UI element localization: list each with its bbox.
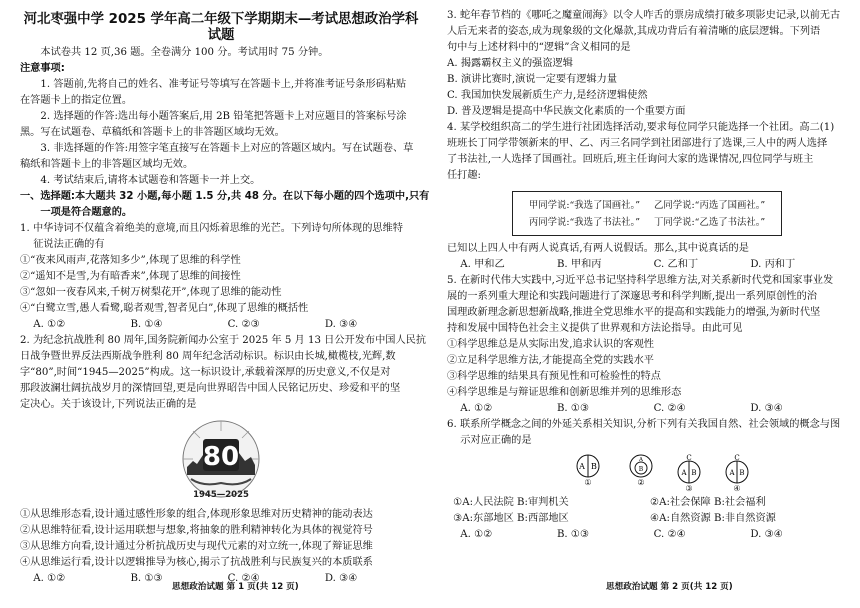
notice-1-line-1: 1. 答题前,先将自己的姓名、准考证号等填写在答题卡上,并将准考证号条形码粘贴 [40,79,407,90]
diagram-3-label-a: A [681,469,687,477]
diagram-2-label-b: B [638,466,644,473]
q3-stem-line-1: 3. 蛇年春节档的《哪吒之魔童闹海》以令人咋舌的票房成绩打破多项影史记录,以前无古 [447,10,841,21]
page-1 [20,8,430,587]
q4-quote-bing: 丙同学说:“我选了书法社。” [528,217,640,228]
emblem-number: 80 [202,442,240,472]
page-2-footer: 思想政治试题 第 2 页(共 12 页) [606,582,733,592]
q4-stem-line-4: 任打趣: [447,170,481,181]
q4-options [447,257,847,273]
diagram-3-number: ③ [685,484,693,493]
diagram-1 [568,454,608,493]
q2-stem-line-3: 字“80”,时间“1945—2025”构成。这一标识设计,承载着深厚的历史意义,不仅是对 [20,367,391,378]
diagram-4 [722,454,752,493]
question-2 [20,333,427,587]
q5-stem-line-2: 展的一系列重大理论和实践问题进行了深邃思考和科学判断,提出一系列原创性的治 [447,291,817,302]
q5-stem-line-1: 5. 在新时代伟大实践中,习近平总书记坚持科学思维方法,对关系新时代党和国家事业发 [447,275,834,286]
q1-item-1: ①“夜来风雨声,花落知多少”,体现了思维的科学性 [20,255,241,266]
q4-stem-line-3: 了书法社,一人选择了国画社。回班后,班主任询问大家的选课情况,四位同学与班主 [447,154,814,165]
q5-options [447,401,847,417]
diagram-4-label-c: C [734,454,740,462]
question-6 [447,417,847,543]
q2-stem-line-4: 那段波澜壮阔抗战岁月的深情回望,更是向世界昭告中国人民铭记历史、珍爱和平的坚 [20,383,401,394]
q3-option-d: D. 普及逻辑是提高中华民族文化素质的一个重要方面 [447,106,686,117]
section-heading-line-1: 一、选择题:本大题共 32 小题,每小题 1.5 分,共 48 分。在以下每小题的四个选项中,只有 [20,191,430,202]
q1-stem-line-2: 征说法正确的有 [33,239,105,250]
diagram-3-label-c: C [686,454,692,462]
diagram-3 [674,454,704,493]
q2-item-1: ①从思维形态看,设计通过感性形象的组合,体现形象思维对历史精神的能动表达 [20,509,373,520]
q3-option-c: C. 我国加快发展新质生产力,是经济逻辑使然 [447,90,648,101]
diagram-4-graphic [722,454,752,484]
notice-3-line-1: 3. 非选择题的作答:用签字笔直接写在答题卡上对应的答题区域内。写在试题卷、草 [40,143,414,154]
q2-option-c: C. ②④ [227,573,260,584]
q6-pair-1: ①A:人民法院 B:审判机关 [453,497,569,508]
diagram-4-number: ④ [733,484,741,493]
diagram-3-graphic [674,454,704,484]
q5-item-1: ①科学思维总是从实际出发,追求认识的客观性 [447,339,654,350]
diagram-1-label-a: A [579,462,585,471]
q2-option-a: A. ①② [33,573,66,584]
q5-item-2: ②立足科学思维方法,才能提高全党的实践水平 [447,355,654,366]
q3-option-b: B. 演讲比赛时,演说一定要有逻辑力量 [447,74,618,85]
notice-heading: 注意事项: [20,63,65,74]
exam-info: 本试卷共 12 页,36 题。全卷满分 100 分。考试用时 75 分钟。 [40,47,329,58]
notice-4: 4. 考试结束后,请将本试题卷和答题卡一并上交。 [40,175,261,186]
q2-option-d: D. ③④ [324,573,358,584]
q4-quote-box [512,191,782,236]
q4-quote-yi: 乙同学说:“丙选了国画社。” [654,200,766,211]
q2-item-2: ②从思维特征看,设计运用联想与想象,将抽象的胜利精神转化为具体的视觉符号 [20,525,373,536]
q1-option-b: B. ①④ [130,319,163,330]
q5-option-d: D. ③④ [750,403,783,414]
q1-item-2: ②“遥知不是雪,为有暗香来”,体现了思维的间接性 [20,271,241,282]
q5-item-3: ③科学思维的结果具有预见性和可检验性的特点 [447,371,661,382]
q4-stem-line-1: 4. 某学校组织高二的学生进行社团选择活动,要求每位同学只能选择一个社团。高二(1) [447,122,835,133]
q6-concept-pairs [447,495,847,527]
notice-3-line-2: 稿纸和答题卡上的非答题区域均无效。 [20,159,194,170]
commemoration-emblem [20,417,422,503]
q6-option-a: A. ①② [460,529,493,540]
q4-option-b: B. 甲和丙 [556,259,602,270]
q5-stem-line-3: 国理政新理念新思想新战略,推进全党思维水平的提高和实践能力的增强,为新时代坚 [447,307,821,318]
emblem-graphic [173,417,269,503]
q4-option-c: C. 乙和丁 [653,259,699,270]
diagram-1-number: ① [584,478,592,487]
q3-option-a: A. 揭露霸权主义的强盗逻辑 [447,58,573,69]
question-1 [20,221,422,333]
emblem-years: 1945—2025 [193,490,249,500]
q6-option-c: C. ②④ [653,529,686,540]
diagram-2-number: ② [637,478,645,487]
q4-option-a: A. 甲和乙 [460,259,505,270]
q6-stem-line-2: 示对应正确的是 [460,435,532,446]
q1-item-4: ④“白鹭立雪,愚人看鹭,聪者观雪,智者见白”,体现了思维的概括性 [20,303,309,314]
diagram-1-label-b: B [591,462,597,471]
exam-title: 河北枣强中学 2025 学年高二年级下学期期末—考试思想政治学科试题 [23,12,419,43]
notice-1-line-2: 在答题卡上的指定位置。 [20,95,133,106]
q3-stem-line-2: 人后无来者的姿态,成为现象级的文化爆款,其成功背后有着清晰的底层逻辑。下列语 [447,26,821,37]
q4-quote-row [513,197,781,214]
diagram-4-label-a: A [729,469,735,477]
notice-2-line-2: 黑。写在试题卷、草稿纸和答题卡上的非答题区域均无效。 [20,127,285,138]
q2-option-b: B. ①③ [130,573,163,584]
q4-quote-row [513,214,781,231]
q2-item-4: ④从思维运行看,设计以逻辑推导为核心,揭示了抗战胜利与民族复兴的本质联系 [20,557,373,568]
diagram-1-graphic [568,454,608,478]
q6-option-b: B. ①③ [556,529,590,540]
page-2 [447,8,847,543]
q1-stem-line-1: 1. 中华诗词不仅蕴含着绝美的意境,而且闪烁着思维的光芒。下列诗句所体现的思维特 [20,223,403,234]
page-1-footer: 思想政治试题 第 1 页(共 12 页) [172,582,299,592]
diagram-4-label-b: B [739,469,745,477]
concept-diagrams [565,454,755,493]
q6-options [447,527,847,543]
q4-stem-line-2: 班班长丁同学带领新来的甲、乙、丙三名同学到社团部进行了选课,三人中的两人选择 [447,138,828,149]
q1-option-c: C. ②③ [227,319,260,330]
q5-item-4: ④科学思维是与辩证思维和创新思维并列的思维形态 [447,387,682,398]
q2-item-3: ③从思维方向看,设计通过分析抗战历史与现代元素的对立统一,体现了辩证思维 [20,541,373,552]
q4-quote-jia: 甲同学说:“我选了国画社。” [528,200,640,211]
section-heading-line-2: 一项是符合题意的。 [40,207,133,218]
q5-stem-line-4: 持和发展中国特色社会主义提供了世界观和方法论指导。由此可见 [447,323,743,334]
question-5 [447,273,847,417]
q2-stem-line-5: 定决心。关于该设计,下列说法正确的是 [20,399,197,410]
diagram-2-graphic [626,454,656,478]
q4-quote-ding: 丁同学说:“乙选了书法社。” [654,217,766,228]
q2-stem-line-2: 日战争暨世界反法西斯战争胜利 80 周年纪念活动标识。标识由长城,橄榄枝,光辉,数 [20,351,396,362]
diagram-3-label-b: B [691,469,697,477]
q1-option-a: A. ①② [33,319,66,330]
diagram-2-label-a: A [639,457,643,463]
q5-option-a: A. ①② [460,403,493,414]
q1-item-3: ③“忽如一夜春风来,千树万树梨花开”,体现了思维的能动性 [20,287,282,298]
q4-condition: 已知以上四人中有两人说真话,有两人说假话。那么,其中说真话的是 [447,243,749,254]
q5-option-c: C. ②④ [653,403,686,414]
q6-pair-4: ④A:自然资源 B:非自然资源 [650,513,776,524]
q1-option-d: D. ③④ [324,319,358,330]
diagram-2 [626,454,656,493]
question-4 [447,120,847,273]
q5-option-b: B. ①③ [556,403,590,414]
notice-2-line-1: 2. 选择题的作答:选出每小题答案后,用 2B 铅笔把答题卡上对应题目的答案标号涂 [40,111,407,122]
q2-stem-line-1: 2. 为纪念抗战胜利 80 周年,国务院新闻办公室于 2025 年 5 月 13 日公开发布中国人民抗 [20,335,427,346]
q6-pair-2: ②A:社会保障 B:社会福利 [650,497,766,508]
q6-option-d: D. ③④ [750,529,783,540]
q6-pair-3: ③A:东部地区 B:西部地区 [453,513,569,524]
q3-stem-line-3: 句中与上述材料中的“逻辑”含义相同的是 [447,42,631,53]
q6-stem-line-1: 6. 联系所学概念之间的外延关系相关知识,分析下列有关我国自然、社会领域的概念与图 [447,419,841,430]
question-3 [447,8,847,120]
q4-option-d: D. 丙和丁 [750,259,796,270]
q1-options [20,317,422,333]
